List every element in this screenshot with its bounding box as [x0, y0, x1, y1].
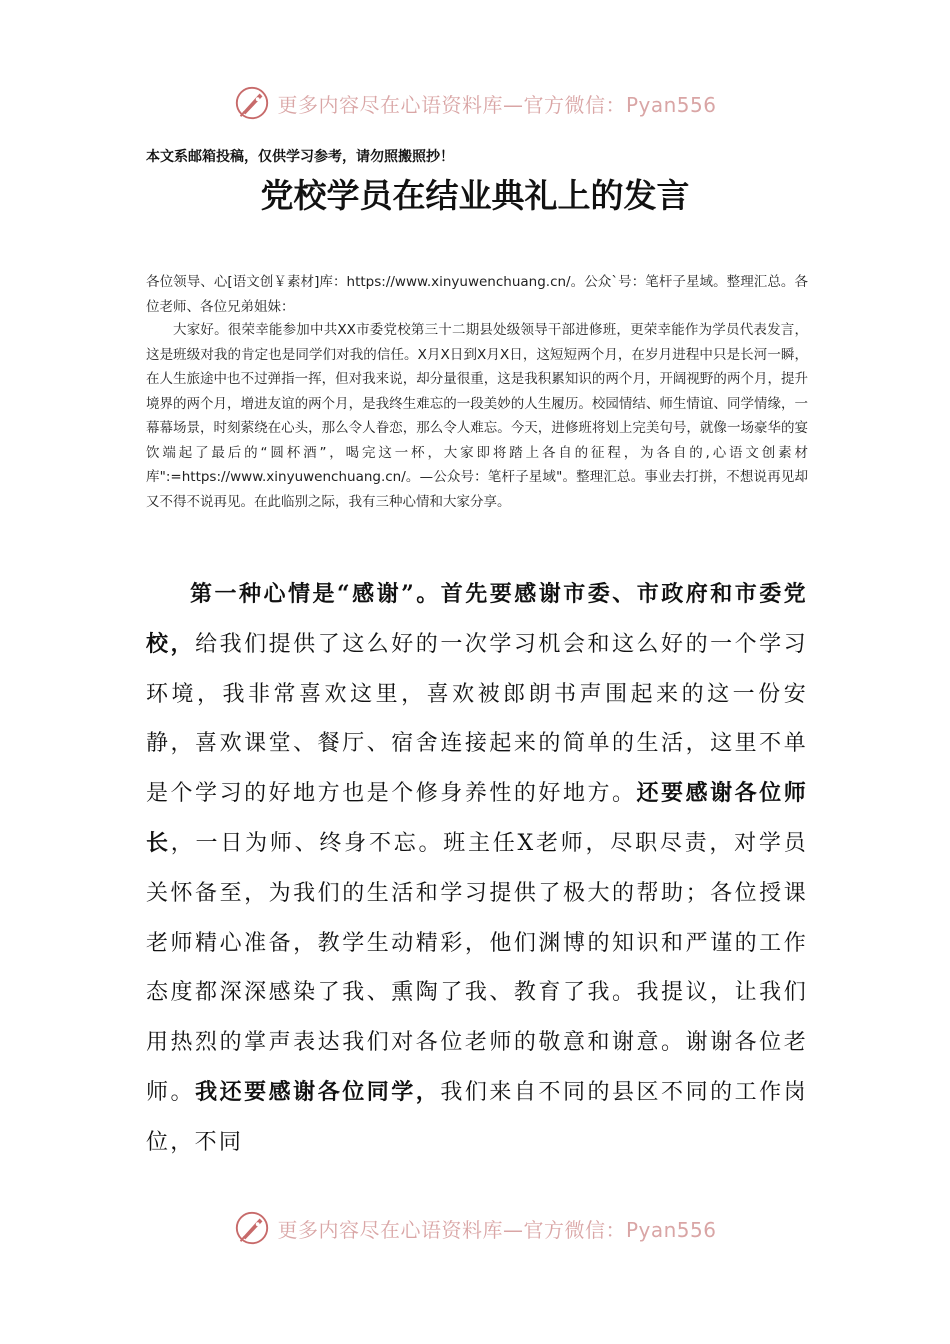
watermark-text: 更多内容尽在心语资料库—官方微信：Pyan556 [277, 1217, 717, 1242]
body-text-2: ，一日为师、终身不忘。班主任X老师，尽职尽责，对学员关怀备至，为我们的生活和学习提供了极大的帮助；各位授课老师精心准备，教学生动精彩，他们渊博的知识和严谨的工作态度都深深感染了我、熏陶了我、教育了我。我提议，让我们用热烈的掌声表达我们对各位老师的敬意和谢意。谢谢各位老师。 [146, 830, 808, 1105]
body-paragraph [146, 570, 808, 1168]
body-text-3: 我们来自不同的县区不同的工作岗位，不同 [146, 1079, 808, 1155]
watermark-banner-bottom [0, 1203, 950, 1253]
emphasis-thanks-party: 第一种心情是“感谢”。首先要感谢市委、市政府和市委党校， [146, 581, 808, 657]
emphasis-thanks-teachers: 还要感谢各位师长 [146, 780, 808, 856]
watermark-text: 更多内容尽在心语资料库—官方微信：Pyan556 [277, 92, 717, 117]
document-title: 党校学员在结业典礼上的发言 [260, 176, 690, 215]
emphasis-thanks-classmates: 我还要感谢各位同学， [195, 1078, 441, 1105]
quill-pen-logo-icon [233, 1209, 271, 1247]
intro-paragraph: 大家好。很荣幸能参加中共XX市委党校第三十二期县处级领导干部进修班，更荣幸能作为学员代表发言，这是班级对我的肯定也是同学们对我的信任。X月X日到X月X日，这短短两个月，在岁月进程中只是长河一瞬，在人生旅途中也不过弹指一挥，但对我来说，却分量很重，这是我积累知识的两个月，开阔视野的两个月，提升境界的两个月，增进友谊的两个月，是我终生难忘的一段美妙的人生履历。校园情结、师生情谊、同学情缘，一幕幕场景，时刻萦绕在心头，那么令人眷恋，那么令人难忘。今天，进修班将划上完美句号，就像一场豪华的宴饮端起了最后的“圆杯酒”，喝完这一杯，大家即将踏上各自的征程，为各自的,心语文创素材库":=https://www.xinyuwenchuang.cn/。—公众号：笔杆子星域"。整理汇总。事业去打拼，不想说再见却又不得不说再见。在此临别之际，我有三种心情和大家分享。 [146, 322, 808, 510]
watermark-banner-top [0, 78, 950, 128]
greeting-paragraph: 各位领导、心[语文创￥素材]库：https://www.xinyuwenchuang.cn/。公众`号：笔杆子星域。整理汇总。各位老师、各位兄弟姐妹： [146, 274, 808, 315]
body-text-1: 给我们提供了这么好的一次学习机会和这么好的一个学习环境，我非常喜欢这里，喜欢被郎朗书声围起来的这一份安静，喜欢课堂、餐厅、宿舍连接起来的简单的生活，这里不单是个学习的好地方也是个修身养性的好地方。 [146, 631, 808, 807]
disclaimer-note: 本文系邮箱投稿，仅供学习参考，请勿照搬照抄！ [146, 149, 454, 165]
quill-pen-logo-icon [233, 84, 271, 122]
